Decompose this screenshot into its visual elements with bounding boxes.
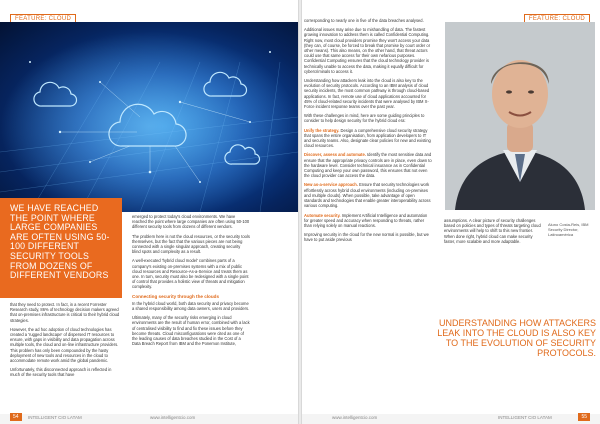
subheading: Connecting security through the clouds [132,293,220,299]
photo-caption: Aluno Costa-Reis, IBM Security Director, Latinoamérica [548,222,589,237]
paragraph: In the hybrid cloud world, both data security and privacy become a shared responsibility among data owners, users and providers. [132,300,250,312]
paragraph: The problem here is not the cloud resources, or the security tools themselves, but the fact that the various pieces are not being connected with a single singular approach, creating security blind spots and complexity as a result. [132,233,250,255]
paragraph: assumptions. A clear picture of security challenges based on policies and types of threats targeting cloud environments will help to shift to this new frontier. When done right, hybrid cloud can make security faster, more scalable and more adaptable. [444,218,541,244]
cloud-network-image [0,22,298,212]
website-left: www.intelligentcio.com [150,415,196,420]
bullet-text: Identify the most sensitive data and ensure that the appropriate privacy controls are in place, even down to the hardware level. Consider technical insurance as in Confidential Computing and keep your own password, this ensures that not even the cloud provider can access the data. [304,152,432,179]
page-number-left: 54 [10,413,22,421]
left-column-2 [132,214,250,350]
pull-quote-right: UNDERSTANDING HOW ATTACKERS LEAK INTO THE CLOUD IS ALSO KEY TO THE EVOLUTION OF SECURITY PROTOCOLS. [437,318,596,358]
paragraph: However, the ad hoc adoption of cloud technologies has created a 'rugged landscape' of dispersed IT resources to ensure, with gaps in visibility and data propagation across multiple tools, the cloud and on-line infrastructure providers. This problem has only been compounded by the hasty deployment of new tools and resources in the cloud to accommodate remote work amid the global pandemic. [10,326,119,364]
paragraph: Additional issues may arise due to mishandling of data. The fastest growing innovation to address them is called Confidential Computing. Right now, most cloud providers promise they won't access your data (they can, of course, be forced to break that promise by court order or other means). This also means, on the other hand, that threat actors could use that same access for their own nefarious purposes. Confidential Computing ensures that the cloud technology provider is technically unable to access the data, making it equally difficult for cybercriminals to access it. [304,27,431,74]
page-number-right: 55 [578,413,590,421]
bullet-lead: Unify the strategy. [304,127,340,133]
paragraph: that they need to protect. In fact, in a recent Forrester Research study, 86% of technology decision makers agreed that on-premises infrastructure is critical to their hybrid cloud strategies. [10,302,120,323]
paragraph: corresponding to nearly one in five of the data breaches analysed. [304,18,424,23]
bullet [304,182,432,208]
bullet-lead: Discover, assess and automate. [304,152,366,158]
bullet-text: Ensure that security technologies work effortlessly across hybrid cloud environments (including on-premises and multiple clouds). When possible, take advantage of open standards and technologies that enable greater interoperability across various computing. [304,182,431,209]
paragraph: Ultimately, many of the security risks emerging in cloud environments are the result of human error, combined with a lack of centralised visibility to find and fix these issues before they become threats. Cloud misconfigurations were cited as one of the leading causes of data breaches studied in the Cost of a Data Breach Report from IBM and the Ponemon Institute, [132,315,250,347]
executive-portrait [445,22,595,210]
portrait-graphic [445,22,595,210]
left-column-1 [10,302,120,382]
cloud-network-graphic [0,22,298,212]
paragraph: Improving security in the cloud for the new normal is possible, but we have to put aside previous [304,232,429,243]
website-right: www.intelligentcio.com [332,415,378,420]
pull-quote-left: WE HAVE REACHED THE POINT WHERE LARGE COMPANIES ARE OFTEN USING 50-100 DIFFERENT SECURITY TOOLS FROM DOZENS OF DIFFERENT VENDORS [10,203,110,281]
bullet-lead: New as-a-service approach. [304,182,358,188]
bullet [304,128,432,149]
bullet [304,152,432,178]
right-column-2 [444,218,544,248]
paragraph: emerged to protect today's cloud environments. We have reached the point where large companies are often using 50-100 different security tools from dozens of different vendors. [132,214,250,230]
brand-left: INTELLIGENT CIO LATAM [28,415,82,420]
right-column-1 [304,18,432,247]
bullet [304,213,432,229]
section-tag-right: FEATURE: CLOUD [524,14,590,24]
paragraph: A well-executed 'hybrid cloud model' combines parts of a company's existing on-premises systems with a mix of public cloud resources and Resource-As-a-Service and treats them as one. In turn, security must also be redesigned with a single point of control that provides a holistic view of threats and mitigation complexity. [132,258,249,290]
brand-right: INTELLIGENT CIO LATAM [498,415,552,420]
pull-quote-box [0,198,122,298]
section-tag-left: FEATURE: CLOUD [10,14,76,24]
paragraph: Unfortunately, this disconnected approach is reflected in much of the security tools that have [10,367,112,378]
left-page [0,0,298,424]
bullet-text: Design a comprehensive cloud security strategy that spans the entire organisation, from application developers to IT and security teams. Also, designate clear policies for new and existing cloud resources. [304,127,431,149]
bullet-lead: Automate security. [304,212,341,218]
bullet-text: Implement Artificial Intelligence and automation for greater speed and accuracy when responding to threats, rather than relying solely on manual reactions. [304,212,428,228]
paragraph: Understanding how attackers leak into the cloud is also key to the evolution of security protocols. According to an IBM analysis of cloud security incidents, the most common pathway is through cloud-based applications. In fact, remote use of cloud applications accounted for 45% of cloud-related security incidents that were analysed by IBM X-Force incident response teams over the past year. [304,78,430,110]
paragraph: With these challenges in mind, here are some guiding principles to consider to help design security for the hybrid cloud era: [304,113,425,124]
